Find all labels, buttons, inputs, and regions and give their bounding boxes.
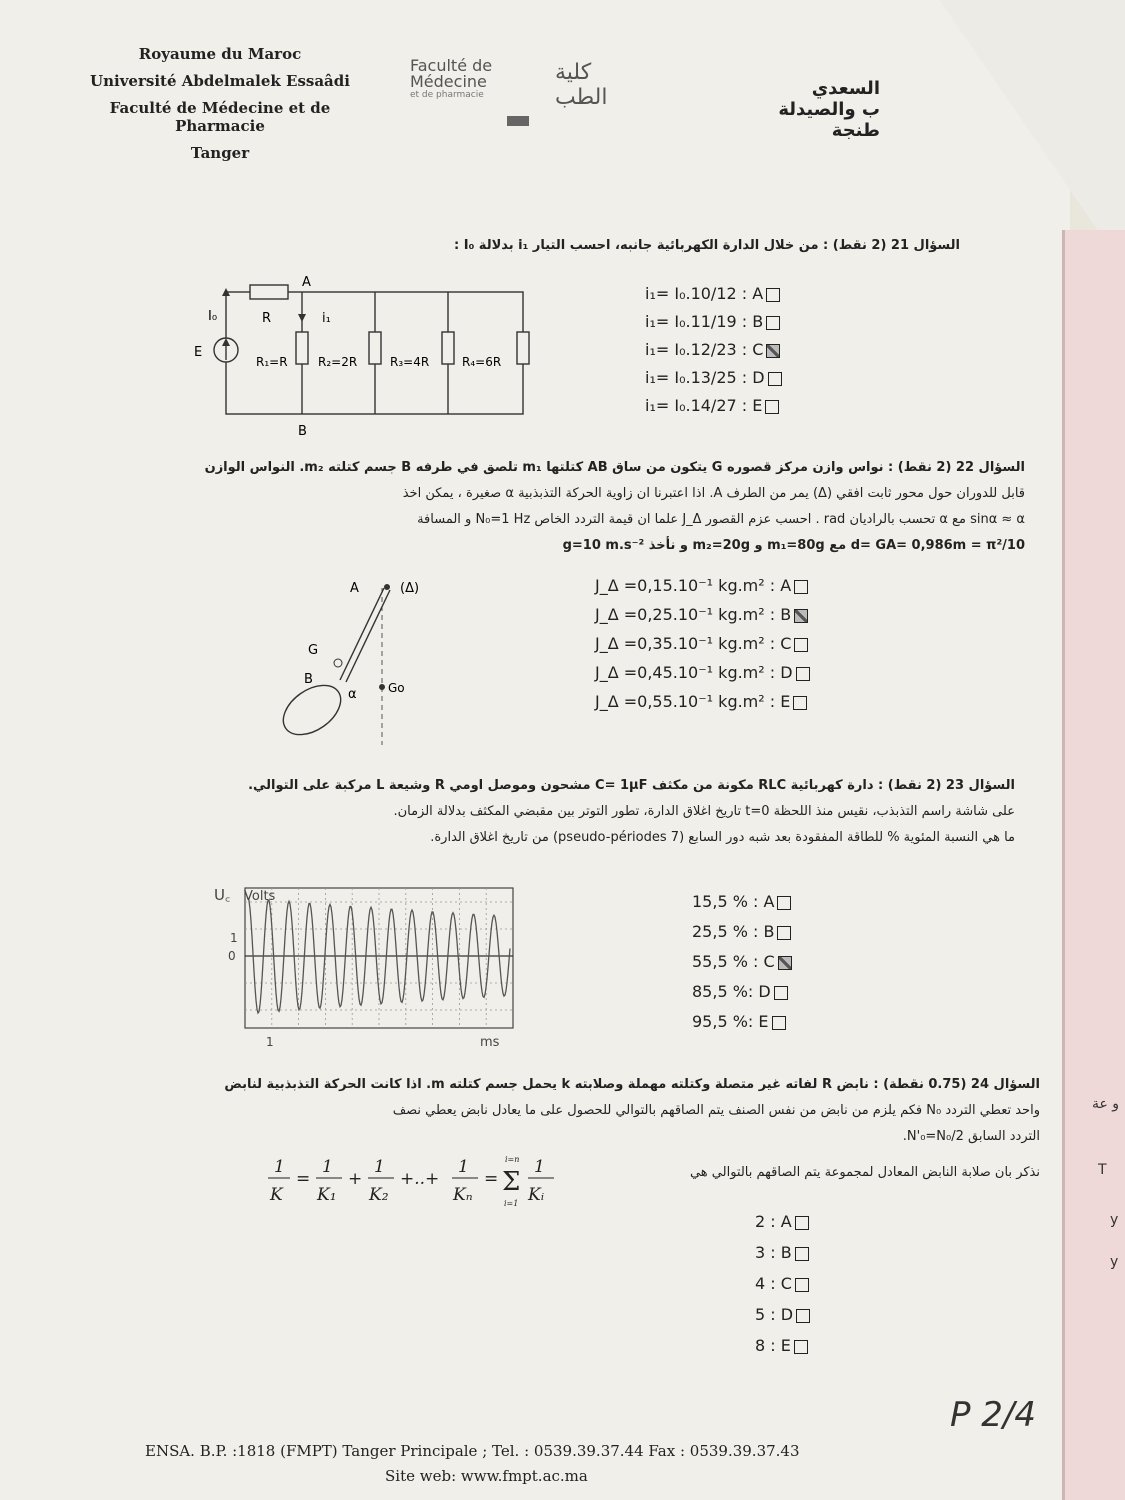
header-line: السعدي	[811, 78, 880, 99]
svg-text:=: =	[296, 1169, 311, 1189]
option-label: i₁= I₀.11/19 : B	[645, 312, 764, 331]
resistor-r2-label: R₂=2R	[318, 355, 358, 369]
option-c[interactable]	[595, 634, 810, 663]
logo-text: Médecine	[410, 72, 487, 91]
checkbox[interactable]	[766, 288, 780, 302]
option-b[interactable]	[755, 1243, 810, 1274]
svg-text:1: 1	[322, 1157, 333, 1177]
point-a-label: A	[350, 581, 359, 596]
checkbox[interactable]	[794, 638, 808, 652]
svg-text:i=1: i=1	[504, 1199, 519, 1208]
angle-alpha-label: α	[348, 687, 357, 702]
svg-text:1: 1	[274, 1157, 285, 1177]
checkbox[interactable]	[794, 1340, 808, 1354]
question-23-text	[155, 773, 1015, 851]
svg-text:K₁: K₁	[317, 1185, 337, 1205]
faculty-logo	[410, 58, 650, 128]
svg-text:1: 1	[374, 1157, 385, 1177]
option-label: i₁= I₀.14/27 : E	[645, 396, 763, 415]
question-line: واحد تعطي التردد N₀ فكم يلزم من نابض من نفس الصنف يتم الصاقهم بالتوالي للحصول على ما يعادل نابض يعطي نصف	[392, 1103, 1040, 1118]
resistor-r3-label: R₃=4R	[390, 355, 430, 369]
question-line: السؤال 23 (2 نقط) : دارة كهربائية RLC مكونة من مكثف C= 1μF مشحون وموصل اومي R وشيعة L مركبة على التوالي.	[248, 778, 1015, 793]
option-label: i₁= I₀.10/12 : A	[645, 284, 764, 303]
pendulum-diagram	[270, 570, 440, 750]
option-label: 15,5 % : A	[692, 892, 775, 911]
question-21-text: السؤال 21 (2 نقط) : من خلال الدارة الكهربائية جانبه، احسب التيار i₁ بدلالة I₀ :	[454, 238, 960, 253]
checkbox[interactable]	[796, 1309, 810, 1323]
source-e-label: E	[194, 345, 203, 360]
resistor-r1-label: R₁=R	[256, 355, 288, 369]
question-line: السؤال 22 (2 نقط) : نواس وازن مركز قصوره G يتكون من ساق AB كتلتها m₁ تلصق في طرفه B جسم كتلته m₂. النواس الوازن	[204, 460, 1025, 475]
logo-arabic: كلية الطب	[555, 60, 608, 110]
logo-text: Faculté de	[410, 56, 493, 75]
oscilloscope-graph	[210, 878, 520, 1053]
axis-delta-label: (Δ)	[400, 581, 420, 596]
question-line: على شاشة راسم التذبذب، نقيس منذ اللحظة t=0 تاريخ اغلاق الدارة، تطور التوتر بين مقبضي المكثف بدلالة الزمان.	[393, 804, 1015, 819]
option-a[interactable]	[692, 892, 792, 922]
header-line: Tanger	[190, 144, 250, 162]
svg-text:Kₙ: Kₙ	[453, 1185, 473, 1205]
page-number: P 2/4	[950, 1395, 1037, 1435]
footer-website: Site web: www.fmpt.ac.ma	[385, 1467, 588, 1485]
logo-text: et de pharmacie	[410, 90, 484, 100]
side-text: و عة	[1092, 1096, 1120, 1112]
option-label: 3 : B	[755, 1243, 792, 1262]
option-d[interactable]	[645, 368, 782, 396]
svg-text:1: 1	[534, 1157, 545, 1177]
current-i1-label: i₁	[322, 311, 331, 326]
header-line: Faculté de Médecine et de Pharmacie	[109, 99, 331, 135]
option-b[interactable]	[595, 605, 810, 634]
x-unit-label: ms	[480, 1035, 500, 1050]
svg-text:K: K	[270, 1185, 283, 1205]
header-arabic	[778, 78, 880, 141]
option-a[interactable]	[645, 284, 782, 312]
spring-recall-text: نذكر بان صلابة النابض المعادل لمجموعة يتم الصاقهم بالتوالي هي	[689, 1165, 1040, 1180]
question-line: السؤال 24 (0.75 نقطة) : نابض R لفاته غير متصلة وكتلته مهملة وصلابته k يحمل جسم كتلته m. اذا كانت الحركة التذبذبية لنابض	[224, 1077, 1040, 1092]
resistor-r4-label: R₄=6R	[462, 355, 502, 369]
point-g0-label: Go	[388, 681, 405, 695]
question-24-text	[160, 1072, 1040, 1150]
option-label: J_Δ =0,35.10⁻¹ kg.m² : C	[595, 634, 792, 653]
header-line: طنجة	[831, 120, 880, 141]
uc-label: U꜀	[214, 886, 231, 904]
checkbox[interactable]	[796, 667, 810, 681]
checkbox[interactable]	[795, 1247, 809, 1261]
checkbox[interactable]	[766, 316, 780, 330]
checked-checkbox[interactable]	[778, 956, 792, 970]
option-e[interactable]	[595, 692, 810, 721]
footer-address: ENSA. B.P. :1818 (FMPT) Tanger Principale ; Tel. : 0539.39.37.44 Fax : 0539.39.37.43	[145, 1442, 800, 1460]
svg-text:K₂: K₂	[369, 1185, 389, 1205]
option-label: 5 : D	[755, 1305, 794, 1324]
question-line: d= GA= 0,986m = π²/10 مع m₁=80g و m₂=20g و نأخذ g=10 m.s⁻²	[562, 538, 1025, 553]
option-c[interactable]	[645, 340, 782, 368]
svg-text:Σ: Σ	[502, 1167, 521, 1197]
svg-text:+: +	[348, 1169, 363, 1189]
checkbox[interactable]	[777, 926, 791, 940]
checkbox[interactable]	[793, 696, 807, 710]
header-line: Université Abdelmalek Essaâdi	[90, 72, 350, 90]
svg-text:1: 1	[458, 1157, 469, 1177]
q23-options	[692, 892, 792, 1042]
svg-text:+..+: +..+	[400, 1169, 440, 1189]
checked-checkbox[interactable]	[766, 344, 780, 358]
option-label: J_Δ =0,45.10⁻¹ kg.m² : D	[595, 663, 793, 682]
option-label: 85,5 %: D	[692, 982, 771, 1001]
header-line: ب والصيدلة	[778, 99, 880, 120]
checkbox[interactable]	[765, 400, 779, 414]
option-label: J_Δ =0,15.10⁻¹ kg.m² : A	[595, 576, 792, 595]
option-label: 95,5 %: E	[692, 1012, 769, 1031]
option-c[interactable]	[755, 1274, 810, 1305]
node-a-label: A	[302, 275, 311, 290]
option-b[interactable]	[692, 922, 792, 952]
option-label: J_Δ =0,25.10⁻¹ kg.m² : B	[595, 605, 792, 624]
svg-text:i=n: i=n	[505, 1155, 520, 1164]
option-label: 25,5 % : B	[692, 922, 775, 941]
header-french	[70, 45, 370, 162]
q22-options	[595, 576, 810, 721]
option-label: i₁= I₀.13/25 : D	[645, 368, 765, 387]
underlying-page	[1065, 230, 1125, 1500]
circuit-diagram	[190, 270, 540, 440]
side-text: y	[1110, 1212, 1119, 1228]
option-c[interactable]	[692, 952, 792, 982]
checkbox[interactable]	[768, 372, 782, 386]
question-line: sinα ≈ α مع α تحسب بالراديان rad . احسب عزم القصور J_Δ علما ان قيمة التردد الخاص N₀=1 Hz و المسافة	[417, 512, 1025, 527]
option-label: 2 : A	[755, 1212, 792, 1231]
option-label: i₁= I₀.12/23 : C	[645, 340, 764, 359]
side-text: T	[1098, 1162, 1107, 1178]
checkbox[interactable]	[772, 1016, 786, 1030]
checkbox[interactable]	[777, 896, 791, 910]
point-b-label: B	[304, 672, 313, 687]
option-e[interactable]	[692, 1012, 792, 1042]
node-b-label: B	[298, 424, 307, 439]
x-tick-1: 1	[266, 1035, 274, 1049]
option-b[interactable]	[645, 312, 782, 340]
question-line: قابل للدوران حول محور ثابت افقي (Δ) يمر من الطرف A. اذا اعتبرنا ان زاوية الحركة التذبذبية α صغيرة ، يمكن اخذ	[402, 486, 1025, 501]
volts-label: Volts	[244, 889, 276, 904]
option-d[interactable]	[692, 982, 792, 1012]
option-label: J_Δ =0,55.10⁻¹ kg.m² : E	[595, 692, 791, 711]
q24-options	[755, 1212, 810, 1367]
q21-options	[645, 284, 782, 424]
option-a[interactable]	[755, 1212, 810, 1243]
logo-mark	[507, 116, 529, 126]
question-22-text	[145, 455, 1025, 559]
header-line: Royaume du Maroc	[138, 45, 302, 63]
checkbox[interactable]	[795, 1216, 809, 1230]
option-d[interactable]	[755, 1305, 810, 1336]
side-text: y	[1110, 1254, 1119, 1270]
y-tick-1: 1	[230, 931, 238, 945]
option-a[interactable]	[595, 576, 810, 605]
checkbox[interactable]	[794, 580, 808, 594]
checked-checkbox[interactable]	[794, 609, 808, 623]
option-d[interactable]	[595, 663, 810, 692]
question-line: التردد السابق N'₀=N₀/2.	[902, 1129, 1040, 1144]
svg-text:=: =	[484, 1169, 499, 1189]
checkbox[interactable]	[774, 986, 788, 1000]
option-label: 4 : C	[755, 1274, 792, 1293]
resistor-r-label: R	[262, 311, 272, 326]
current-i0-label: I₀	[208, 309, 218, 324]
checkbox[interactable]	[795, 1278, 809, 1292]
option-e[interactable]	[645, 396, 782, 424]
series-spring-formula	[262, 1150, 562, 1212]
option-label: 55,5 % : C	[692, 952, 775, 971]
option-e[interactable]	[755, 1336, 810, 1367]
question-line: ما هي النسبة المئوية % للطاقة المفقودة بعد شبه دور السابع (7 pseudo-périodes) من تاريخ اغلاق الدارة.	[430, 830, 1015, 845]
svg-text:Kᵢ: Kᵢ	[528, 1185, 545, 1205]
y-tick-0: 0	[228, 949, 236, 963]
point-g-label: G	[308, 643, 319, 658]
option-label: 8 : E	[755, 1336, 791, 1355]
